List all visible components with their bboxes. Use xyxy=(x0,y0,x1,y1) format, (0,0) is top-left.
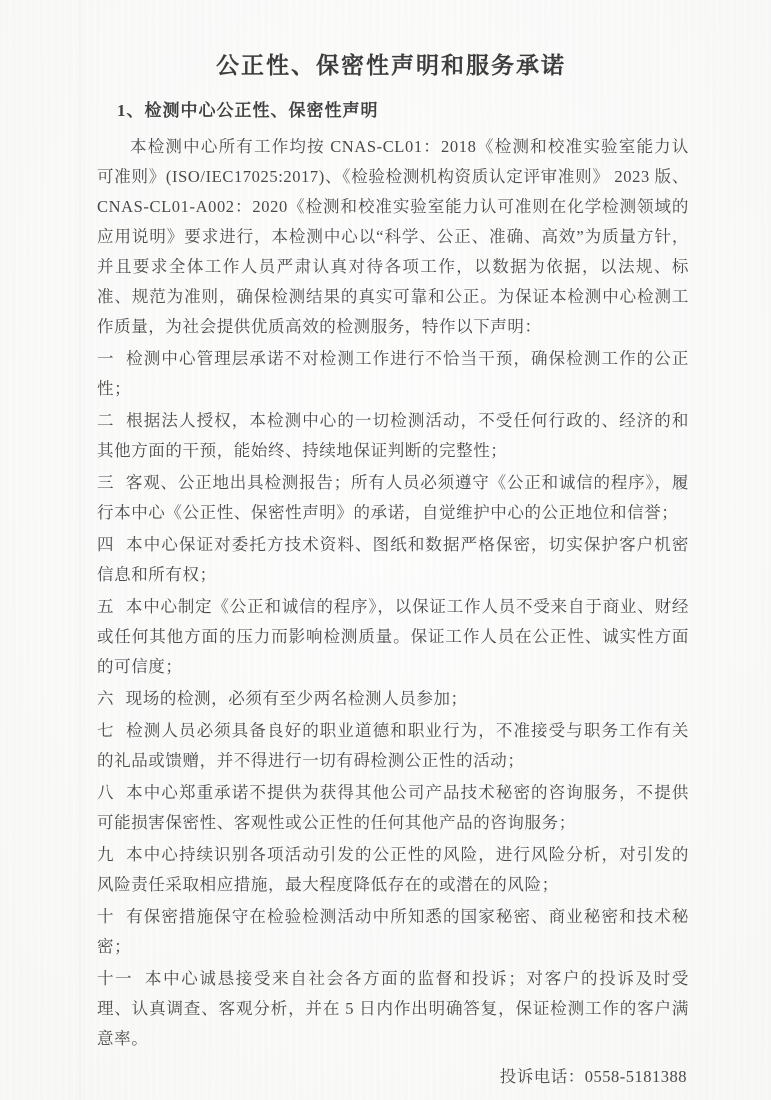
item-text: 本中心保证对委托方技术资料、图纸和数据严格保密，切实保护客户机密信息和所有权； xyxy=(97,535,689,584)
item-number: 十一 xyxy=(97,969,134,988)
item-number: 七 xyxy=(97,721,115,740)
complaint-phone-label: 投诉电话： xyxy=(499,1067,585,1086)
item-text: 本中心诚恳接受来自社会各方面的监督和投诉；对客户的投诉及时受理、认真调查、客观分析，并在 5 日内作出明确答复，保证检测工作的客户满意率。 xyxy=(97,969,690,1048)
statement-item xyxy=(97,964,689,1054)
statement-item xyxy=(97,530,689,590)
intro-paragraph: 本检测中心所有工作均按 CNAS-CL01：2018《检测和校准实验室能力认可准则》(ISO/IEC17025:2017)、《检验检测机构资质认定评审准则》 2023 版、CNAS-CL01-A002：2020《检测和校准实验室能力认可准则在化学检测领域的应用说明》要求进行，本检测中心以“科学、公正、准确、高效”为质量方针，并且要求全体工作人员严肃认真对待各项工作，以数据为依据，以法规、标准、规范为准则，确保检测结果的真实可靠和公正。为保证本检测中心检测工作质量，为社会提供优质高效的检测服务，特作以下声明： xyxy=(97,137,689,336)
section-heading: 1、检测中心公正性、保密性声明 xyxy=(117,101,379,120)
item-text: 本中心郑重承诺不提供为获得其他公司产品技术秘密的咨询服务，不提供可能损害保密性、客观性或公正性的任何其他产品的咨询服务； xyxy=(97,783,689,832)
scan-artifact-streak xyxy=(79,0,81,1100)
item-number: 二 xyxy=(97,411,115,430)
document-title: 公正性、保密性声明和服务承诺 xyxy=(216,53,566,78)
statement-items-list xyxy=(97,344,689,1054)
item-text: 现场的检测，必须有至少两名检测人员参加； xyxy=(125,689,468,708)
statement-item xyxy=(97,684,689,714)
item-text: 检测人员必须具备良好的职业道德和职业行为，不准接受与职务工作有关的礼品或馈赠，并不得进行一切有碍检测公正性的活动； xyxy=(97,721,689,770)
item-text: 根据法人授权，本检测中心的一切检测活动，不受任何行政的、经济的和其他方面的干预，能始终、持续地保证判断的完整性； xyxy=(97,411,689,460)
item-text: 本中心制定《公正和诚信的程序》，以保证工作人员不受来自于商业、财经或任何其他方面的压力而影响检测质量。保证工作人员在公正性、诚实性方面的可信度； xyxy=(97,597,689,676)
item-number: 十 xyxy=(97,907,115,926)
item-number: 九 xyxy=(97,845,115,864)
statement-item xyxy=(97,716,689,776)
complaint-phone-line xyxy=(97,1062,687,1092)
item-number: 一 xyxy=(97,349,115,368)
item-text: 本中心持续识别各项活动引发的公正性的风险，进行风险分析，对引发的风险责任采取相应措施，最大程度降低存在的或潜在的风险； xyxy=(97,845,689,894)
statement-item xyxy=(97,468,689,528)
item-number: 三 xyxy=(97,473,115,492)
statement-item xyxy=(97,592,689,682)
item-text: 客观、公正地出具检测报告；所有人员必须遵守《公正和诚信的程序》，履行本中心《公正性、保密性声明》的承诺，自觉维护中心的公正地位和信誉； xyxy=(97,473,689,522)
item-number: 四 xyxy=(97,535,115,554)
statement-item xyxy=(97,778,689,838)
statement-item xyxy=(97,406,689,466)
statement-item xyxy=(97,840,689,900)
statement-item xyxy=(97,344,689,404)
item-text: 检测中心管理层承诺不对检测工作进行不恰当干预，确保检测工作的公正性； xyxy=(97,349,689,398)
complaint-phone-number: 0558-5181388 xyxy=(584,1067,687,1086)
item-number: 八 xyxy=(97,783,115,802)
item-number: 五 xyxy=(97,597,115,616)
item-number: 六 xyxy=(97,689,115,708)
item-text: 有保密措施保守在检验检测活动中所知悉的国家秘密、商业秘密和技术秘密； xyxy=(97,907,689,956)
statement-item xyxy=(97,902,689,962)
